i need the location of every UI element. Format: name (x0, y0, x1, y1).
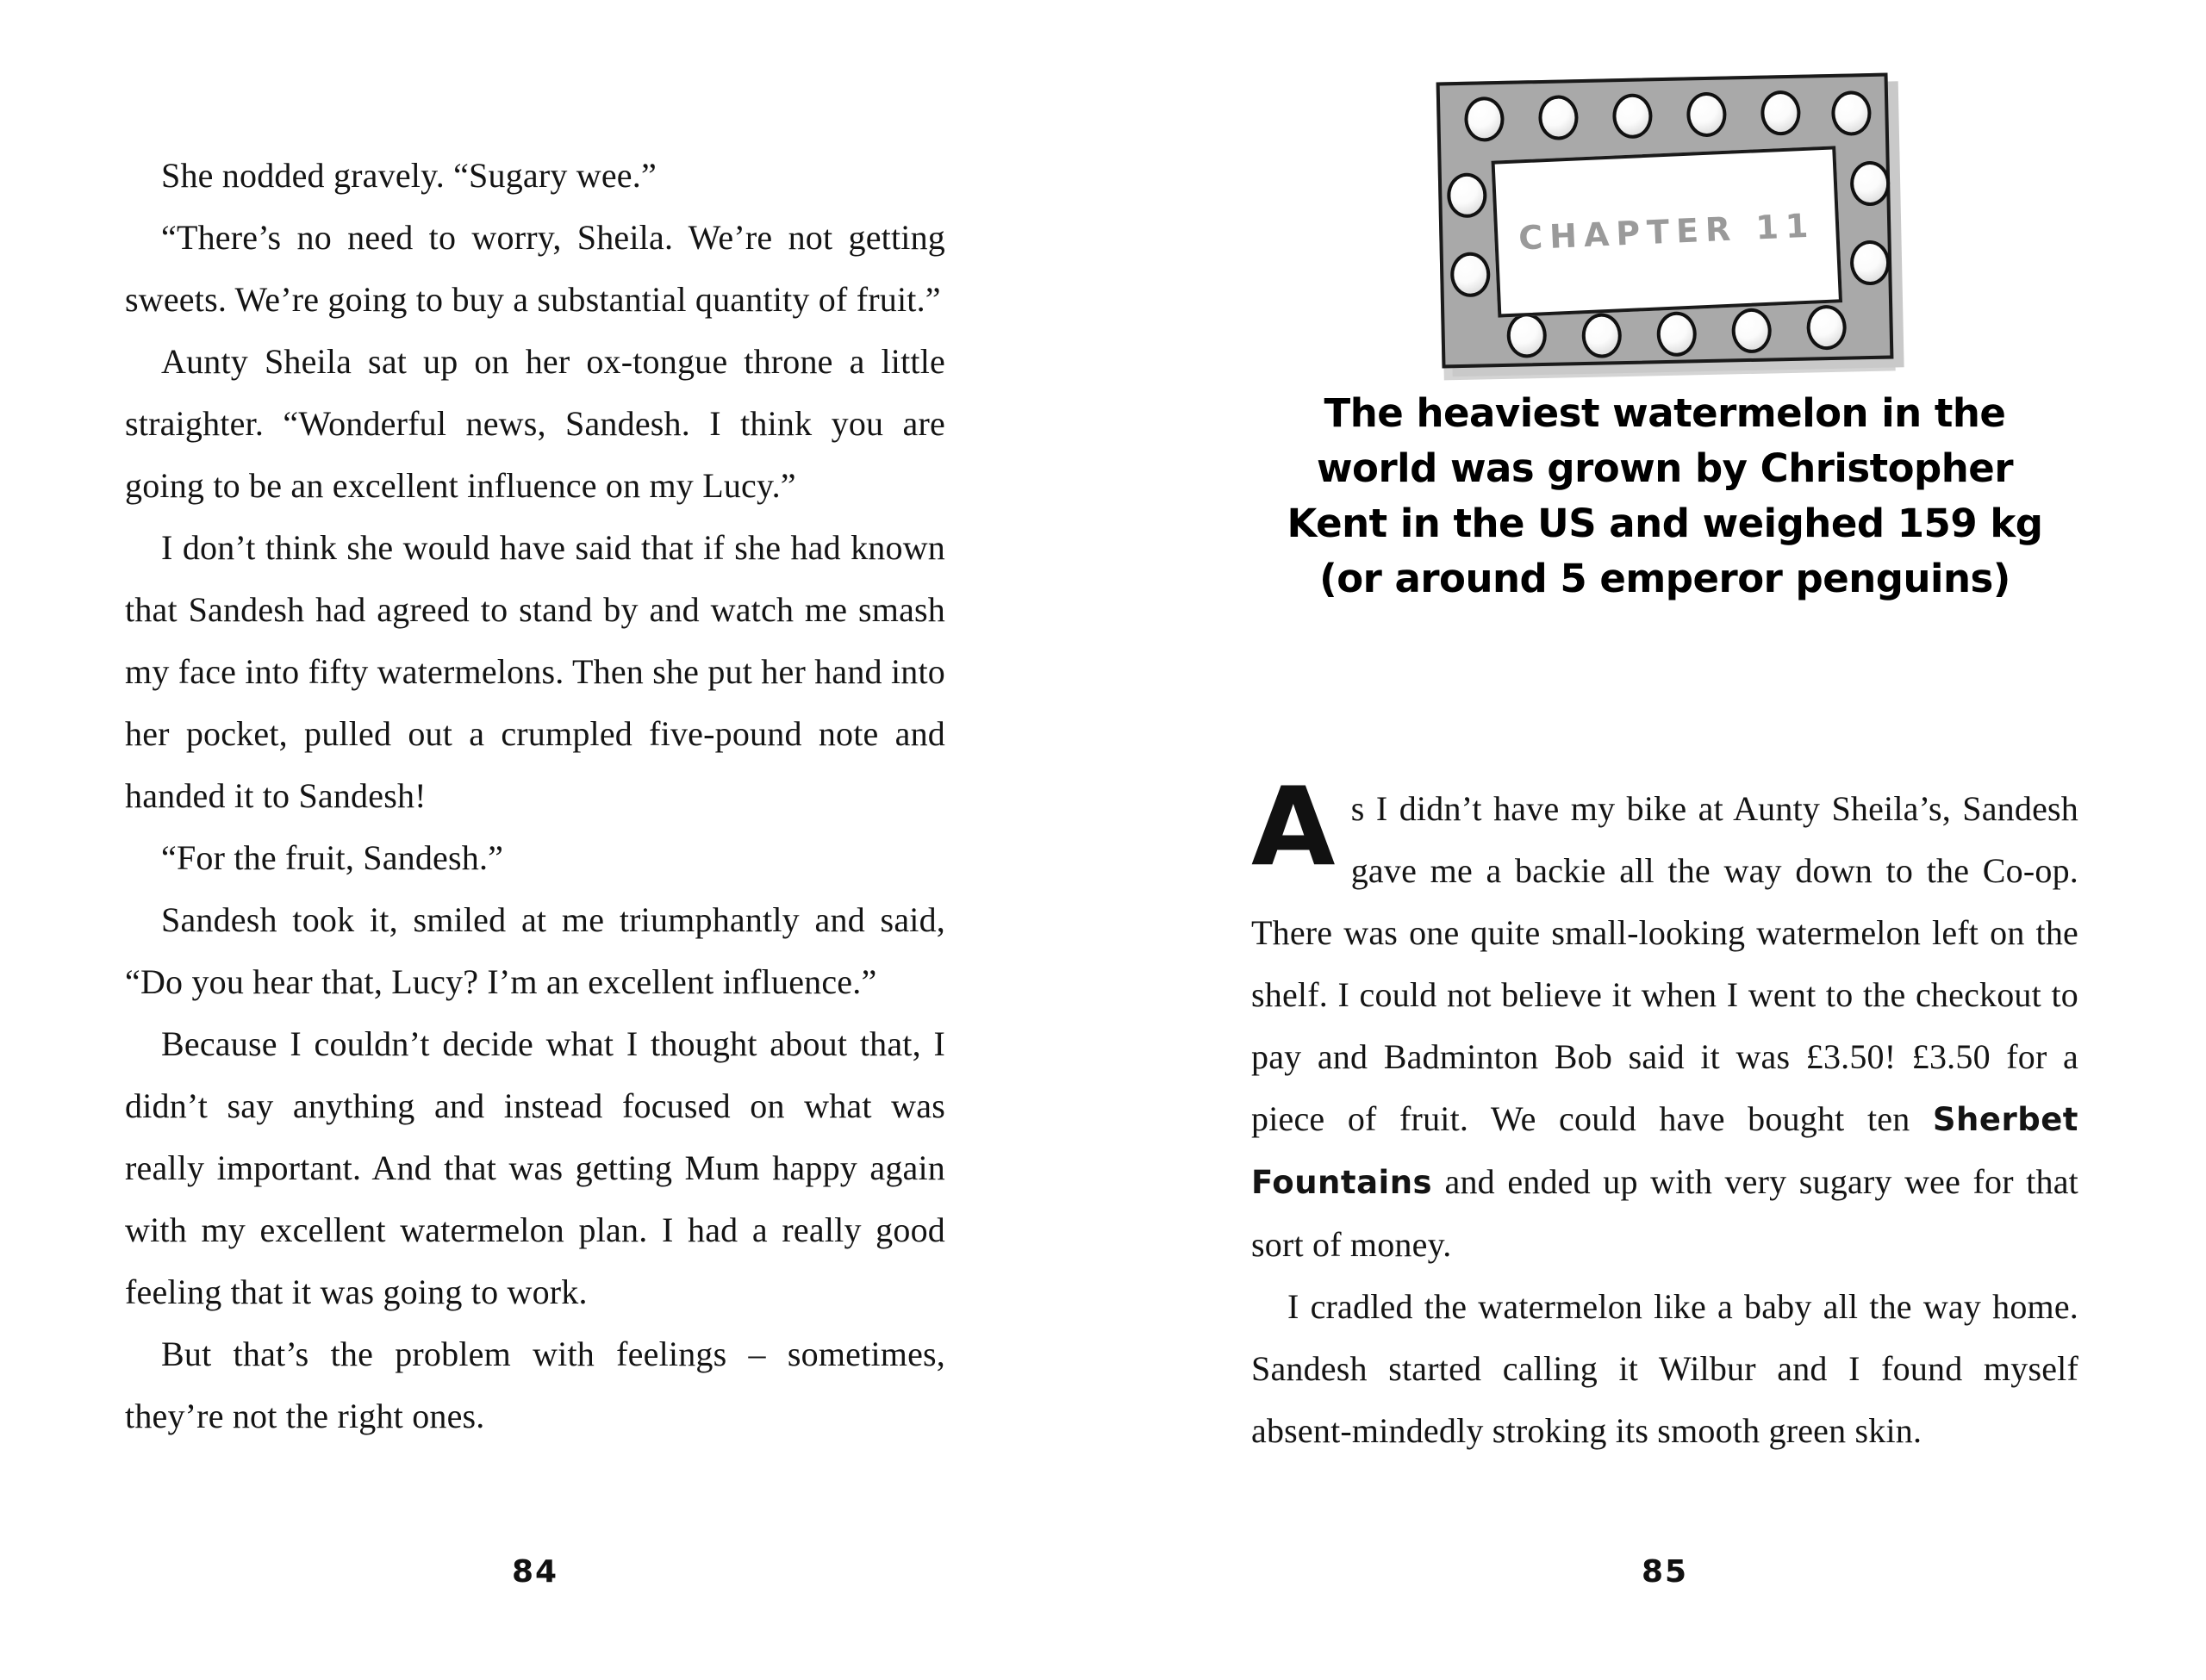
lightbulb-icon (1450, 252, 1491, 297)
paragraph (125, 1323, 945, 1447)
lightbulb-icon (1464, 96, 1505, 142)
text-segment: “There’s no need to worry, Sheila. We’re not getting sweets. We’re going to buy a substantial quantity of fruit.” (125, 218, 945, 319)
lightbulb-icon (1581, 313, 1622, 358)
paragraph (125, 889, 945, 1013)
paragraph (125, 207, 945, 331)
lightbulb-icon (1506, 313, 1547, 358)
chapter-plate (1436, 73, 1894, 369)
paragraph (125, 517, 945, 827)
paragraph (125, 145, 945, 207)
marquee-frame (1436, 73, 1894, 369)
lightbulb-icon (1612, 93, 1653, 139)
lightbulb-icon (1760, 90, 1801, 136)
drop-cap: A (1251, 763, 1336, 890)
text-segment: But that’s the problem with feelings – sometimes, they’re not the right ones. (125, 1335, 945, 1435)
display-word: Sherbet Fountains (1251, 1101, 2078, 1201)
lightbulb-row (1440, 77, 1885, 86)
left-page-number: 84 (511, 1554, 559, 1590)
right-page (1251, 0, 2078, 1680)
text-segment: “For the fruit, Sandesh.” (161, 838, 504, 877)
right-page-text (1251, 763, 2078, 1462)
paragraph (125, 331, 945, 517)
lightbulb-icon (1831, 90, 1872, 136)
lightbulb-icon (1806, 305, 1847, 351)
text-segment: Because I couldn’t decide what I thought about that, I didn’t say anything and instead focused on what was really important. And that was getting Mum happy again with my excellent watermelon plan. I had a really good feeling that it was going to work. (125, 1024, 945, 1311)
text-segment: She nodded gravely. “Sugary wee.” (161, 156, 657, 195)
chapter-subtitle (1230, 386, 2100, 607)
marquee-window (1491, 146, 1842, 317)
text-segment: Sandesh took it, smiled at me triumphantly and said, “Do you hear that, Lucy? I’m an excellent influence.” (125, 900, 945, 1001)
left-page (125, 0, 945, 1680)
text-segment: Aunty Sheila sat up on her ox-tongue throne a little straighter. “Wonderful news, Sandesh. I think you are going to be an excellent influence on my Lucy.” (125, 342, 945, 505)
lightbulb-icon (1850, 240, 1891, 286)
lightbulb-icon (1538, 95, 1579, 140)
lightbulb-icon (1850, 161, 1891, 207)
chapter-title: CHAPTER 11 (1517, 206, 1817, 258)
lightbulb-icon (1447, 172, 1487, 218)
text-segment: s I didn’t have my bike at Aunty Sheila’s, Sandesh gave me a backie all the way down to the Co-op. There was one quite small-looking watermelon left on the shelf. I could not believe it when I went to the checkout to pay and Badminton Bob said it was £3.50! £3.50 for a piece of fruit. We could have bought ten (1251, 789, 2078, 1138)
text-segment: I don’t think she would have said that if she had known that Sandesh had agreed to stand by and watch me smash my face into fifty watermelons. Then she put her hand into her pocket, pulled out a crumpled five-pound note and handed it to Sandesh! (125, 528, 945, 815)
heading-line: world was grown by Christopher (1316, 445, 2014, 491)
heading-line: Kent in the US and weighed 159 kg (1287, 501, 2043, 546)
lightbulb-icon (1731, 308, 1772, 353)
lightbulb-icon (1686, 91, 1727, 137)
paragraph (1251, 1276, 2078, 1462)
text-segment: I cradled the watermelon like a baby all the way home. Sandesh started calling it Wilbur and I found myself absent-mindedly stroking its smooth green skin. (1251, 1287, 2078, 1450)
left-page-text (125, 145, 945, 1447)
paragraph (125, 1013, 945, 1323)
lightbulb-icon (1656, 311, 1697, 357)
paragraph (125, 827, 945, 889)
right-page-number: 85 (1641, 1554, 1689, 1590)
heading-line: (or around 5 emperor penguins) (1319, 556, 2010, 601)
text-segment: and ended up with very sugary wee for that sort of money. (1251, 1162, 2078, 1264)
paragraph (1251, 763, 2078, 1276)
heading-line: The heaviest watermelon in the (1324, 390, 2006, 436)
